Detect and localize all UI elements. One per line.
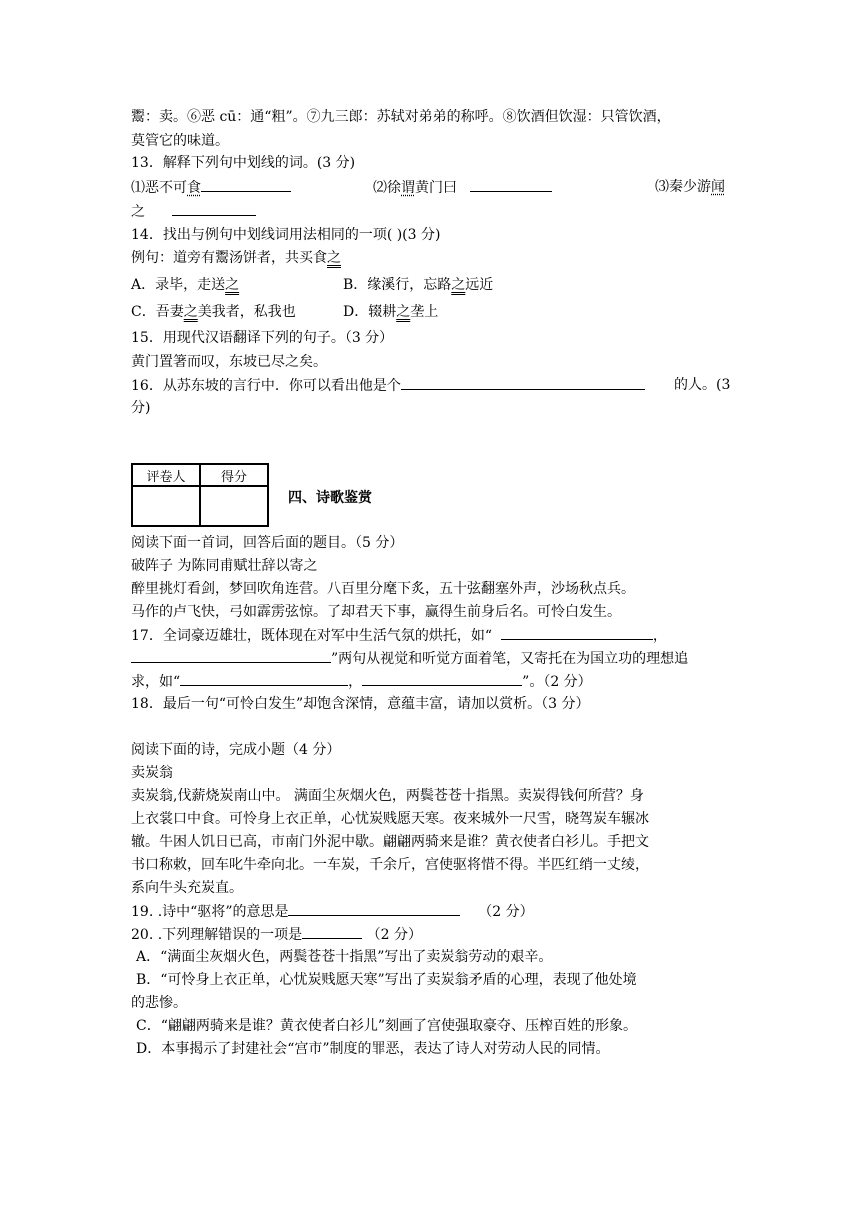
- q14-option-c: C．吾妻之美我者，私我也: [131, 304, 296, 320]
- q19-blank[interactable]: [288, 901, 460, 916]
- q13-item-3: ⑶秦少游闻: [655, 179, 725, 195]
- q13-item-1-word: 食: [187, 180, 201, 196]
- q17-blank-1[interactable]: [501, 625, 653, 640]
- q20-option-a: A．“满面尘灰烟火色，两鬓苍苍十指黑”写出了卖炭翁劳动的艰辛。: [136, 949, 553, 965]
- q13-item-3-cont: 之: [131, 201, 256, 222]
- question-14: 14．找出与例句中划线词用法相同的一项( )(3 分): [131, 227, 441, 243]
- poem1-line-1: 醉里挑灯看剑，梦回吹角连营。八百里分麾下炙，五十弦翻塞外声，沙场秋点兵。: [131, 581, 635, 597]
- q20-option-b-cont: 的悲惨。: [131, 995, 187, 1011]
- q13-item-2: ⑵徐谓黄门曰: [373, 177, 552, 198]
- question-18: 18．最后一句“可怜白发生”却饱含深情，意蕴丰富，请加以赏析。（3 分）: [131, 696, 590, 712]
- q13-blank-3[interactable]: [172, 201, 256, 216]
- question-17-cont: ”两句从视觉和听觉方面着笔，又寄托在为国立功的理想追: [131, 648, 688, 669]
- question-19: 19. .诗中“驱将”的意思是 （2 分）: [131, 901, 534, 922]
- grader-table: [131, 463, 269, 527]
- question-13: 13．解释下列句中划线的词。(3 分): [131, 155, 356, 171]
- poem2-intro: 阅读下面的诗，完成小题（4 分）: [131, 742, 341, 758]
- q14-option-a: A．录毕，走送之: [131, 277, 240, 293]
- question-17: 17．全词豪迈雄壮，既体现在对军中生活气氛的烘托，如“ ，: [131, 625, 667, 646]
- q16-tail: 的人。(3: [674, 377, 731, 393]
- q20-option-d: D．本事揭示了封建社会“宫市”制度的罪恶，表达了诗人对劳动人民的同情。: [136, 1041, 610, 1057]
- question-20: 20. .下列理解错误的一项是 （2 分）: [131, 924, 422, 945]
- poem2-line-2: 上衣裳口中食。可怜身上衣正单，心忧炭贱愿天寒。夜来城外一尺雪，晓驾炭车辗冰: [131, 811, 649, 827]
- q17-blank-3[interactable]: [180, 671, 348, 686]
- question-16: 16．从苏东坡的言行中．你可以看出他是个: [131, 375, 645, 396]
- poem1-title: 破阵子 为陈同甫赋壮辞以寄之: [131, 558, 318, 574]
- footnote-line-1: 鬻：卖。⑥恶 cū：通“粗”。⑦九三郎：苏轼对弟弟的称呼。⑧饮酒但饮湿：只管饮酒，: [131, 109, 671, 125]
- q13-item-1: ⑴恶不可食: [131, 177, 291, 198]
- q15-sentence: 黄门置箸而叹，东坡已尽之矣。: [131, 354, 327, 370]
- question-17-cont-2: 求，如“ ， ”。（2 分）: [131, 671, 592, 692]
- poem2-title: 卖炭翁: [131, 765, 173, 781]
- poem1-line-2: 马作的卢飞快，弓如霹雳弦惊。了却君天下事，赢得生前身后名。可怜白发生。: [131, 604, 621, 620]
- q13-blank-2[interactable]: [470, 177, 552, 192]
- poem2-line-3: 辙。牛困人饥日已高，市南门外泥中歇。翩翩两骑来是谁？黄衣使者白衫儿。手把文: [131, 834, 649, 850]
- grader-header-reviewer: 评卷人: [132, 464, 200, 486]
- q13-item-3-word: 闻: [711, 179, 725, 195]
- q16-blank[interactable]: [401, 375, 645, 390]
- q20-option-c: C．“翩翩两骑来是谁？黄衣使者白衫儿”刻画了宫使强取豪夺、压榨百姓的形象。: [136, 1018, 638, 1034]
- section-title: 四、诗歌鉴赏: [288, 490, 372, 506]
- q13-blank-1[interactable]: [201, 177, 291, 192]
- q17-blank-2[interactable]: [131, 648, 331, 663]
- grader-reviewer-cell[interactable]: [132, 486, 200, 526]
- poem2-line-4: 书口称敕，回车叱牛牵向北。一车炭，千余斤，宫使驱将惜不得。半匹红绡一丈绫，: [131, 857, 649, 873]
- q17-blank-4[interactable]: [362, 671, 522, 686]
- grader-header-score: 得分: [200, 464, 268, 486]
- q14-option-b: B．缘溪行，忘路之远近: [343, 277, 494, 293]
- q20-blank[interactable]: [302, 924, 362, 939]
- grader-score-cell[interactable]: [200, 486, 268, 526]
- poem1-intro: 阅读下面一首词，回答后面的题目。（5 分）: [131, 535, 404, 551]
- q14-example: 例句：道旁有鬻汤饼者，共买食之: [131, 250, 341, 266]
- poem2-line-5: 系向牛头充炭直。: [131, 880, 243, 896]
- q13-item-2-word: 谓: [401, 180, 415, 196]
- q16-tail-2: 分): [131, 400, 151, 416]
- question-15: 15．用现代汉语翻译下列的句子。（3 分）: [131, 330, 394, 346]
- footnote-line-2: 莫管它的味道。: [131, 133, 229, 149]
- q20-option-b: B．“可怜身上衣正单，心忧炭贱愿天寒”写出了卖炭翁矛盾的心理，表现了他处境: [136, 972, 637, 988]
- q14-option-d: D．辍耕之垄上: [343, 304, 439, 320]
- poem2-line-1: 卖炭翁,伐薪烧炭南山中。 满面尘灰烟火色，两鬓苍苍十指黑。卖炭得钱何所营？身: [131, 788, 644, 804]
